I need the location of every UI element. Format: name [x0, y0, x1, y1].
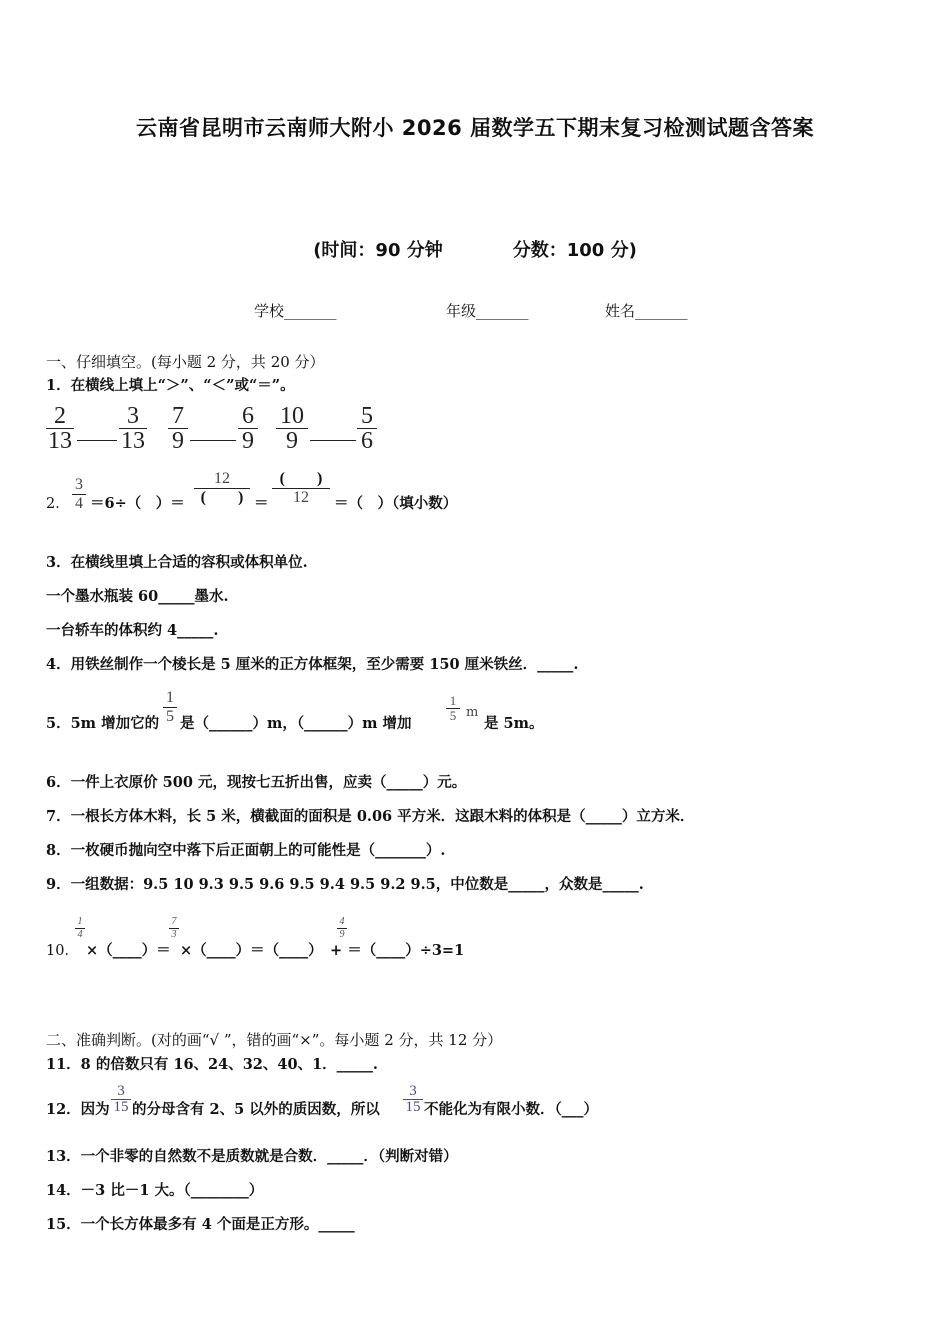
exam-meta	[0, 236, 950, 262]
exam-score: 分数：100 分)	[512, 240, 637, 261]
q1-fraction-1: 2 13	[48, 403, 72, 454]
question-2-text-1: ＝6÷（ ）＝	[90, 495, 185, 512]
question-10-number: 10．	[46, 943, 79, 959]
q12-fraction-2: 3 15	[403, 1084, 423, 1115]
school-field: 学校_______	[254, 302, 337, 320]
q1-fraction-4: 6 9	[238, 404, 258, 453]
question-3: 3．在横线里填上合适的容积或体积单位.	[46, 554, 308, 571]
q5-fraction-1: 1 5	[163, 689, 177, 726]
question-5-text-3: 是 5m。	[484, 715, 544, 732]
q2-fraction-3: ( ) 12	[272, 470, 330, 507]
exam-time: (时间：90 分钟	[313, 240, 443, 261]
q10-fraction-1: 1 4	[75, 916, 85, 941]
q1-fraction-6: 5 6	[357, 404, 377, 453]
question-15: 15．一个长方体最多有 4 个面是正方形。_____	[46, 1216, 355, 1233]
question-12-text-3: 不能化为有限小数．（___）	[424, 1101, 598, 1118]
q10-fraction-2: 7 3	[169, 916, 179, 941]
question-10-text-3: + ＝（____）÷3=1	[330, 942, 465, 959]
question-10-text-1: ×（____）＝	[86, 942, 171, 959]
question-14: 14．－3 比－1 大。（________）	[46, 1182, 264, 1199]
question-3a: 一个墨水瓶装 60_____墨水.	[46, 588, 229, 605]
section-2-heading: 二、准确判断。(对的画“√ ”，错的画“×”。每小题 2 分，共 12 分）	[46, 1031, 503, 1049]
question-8: 8．一枚硬币抛向空中落下后正面朝上的可能性是（_______）.	[46, 842, 446, 859]
q1-answer-line-2	[190, 440, 236, 441]
q1-fraction-5: 10 9	[276, 404, 308, 453]
q2-fraction-2: 12 ( )	[194, 470, 250, 507]
question-12-text-2: 的分母含有 2、5 以外的质因数，所以	[132, 1101, 380, 1118]
question-2-text-3: ＝（ ）（填小数）	[334, 495, 458, 512]
page-title: 云南省昆明市云南师大附小 2026 届数学五下期末复习检测试题含答案	[135, 116, 815, 140]
q1-fraction-2: 3 13	[121, 403, 145, 454]
q1-answer-line-1	[77, 440, 117, 441]
question-5-text-1: 5．5m 增加它的	[46, 715, 160, 732]
q10-fraction-3: 4 9	[337, 916, 347, 941]
section-1-heading: 一、仔细填空。(每小题 2 分，共 20 分）	[46, 353, 325, 371]
q12-fraction-1: 3 15	[111, 1084, 131, 1115]
question-9: 9．一组数据：9.5 10 9.3 9.5 9.6 9.5 9.4 9.5 9.2 9.5，中位数是_____，众数是_____.	[46, 876, 644, 893]
question-2-number: 2．	[46, 496, 70, 512]
question-13: 13．一个非零的自然数不是质数就是合数．_____．（判断对错）	[46, 1148, 458, 1165]
q5-fraction-2: 1 5	[446, 694, 460, 723]
question-11: 11．8 的倍数只有 16、24、32、40、1．_____.	[46, 1056, 378, 1073]
name-field: 姓名_______	[605, 302, 688, 320]
q1-fraction-3: 7 9	[168, 404, 188, 453]
question-7: 7．一根长方体木料，长 5 米，横截面的面积是 0.06 平方米．这跟木料的体积是（_____）立方米．	[46, 808, 695, 825]
q5-unit: m	[466, 705, 479, 720]
q1-answer-line-3	[310, 440, 356, 441]
grade-field: 年级_______	[446, 302, 529, 320]
question-6: 6．一件上衣原价 500 元，现按七五折出售，应卖（_____）元。	[46, 774, 467, 791]
question-12-text-1: 12．因为	[46, 1101, 110, 1118]
question-1: 1．在横线上填上“＞”、“＜”或“＝”。	[46, 377, 295, 394]
q2-fraction-1: 3 4	[72, 476, 86, 513]
question-10-text-2: ×（____）＝（____）	[180, 942, 323, 959]
question-2-text-2: ＝	[254, 495, 269, 512]
question-4: 4．用铁丝制作一个棱长是 5 厘米的正方体框架，至少需要 150 厘米铁丝．_____.	[46, 656, 579, 673]
question-5-text-2: 是（______）m，（______）m 增加	[180, 715, 412, 732]
question-3b: 一台轿车的体积约 4_____.	[46, 622, 219, 639]
